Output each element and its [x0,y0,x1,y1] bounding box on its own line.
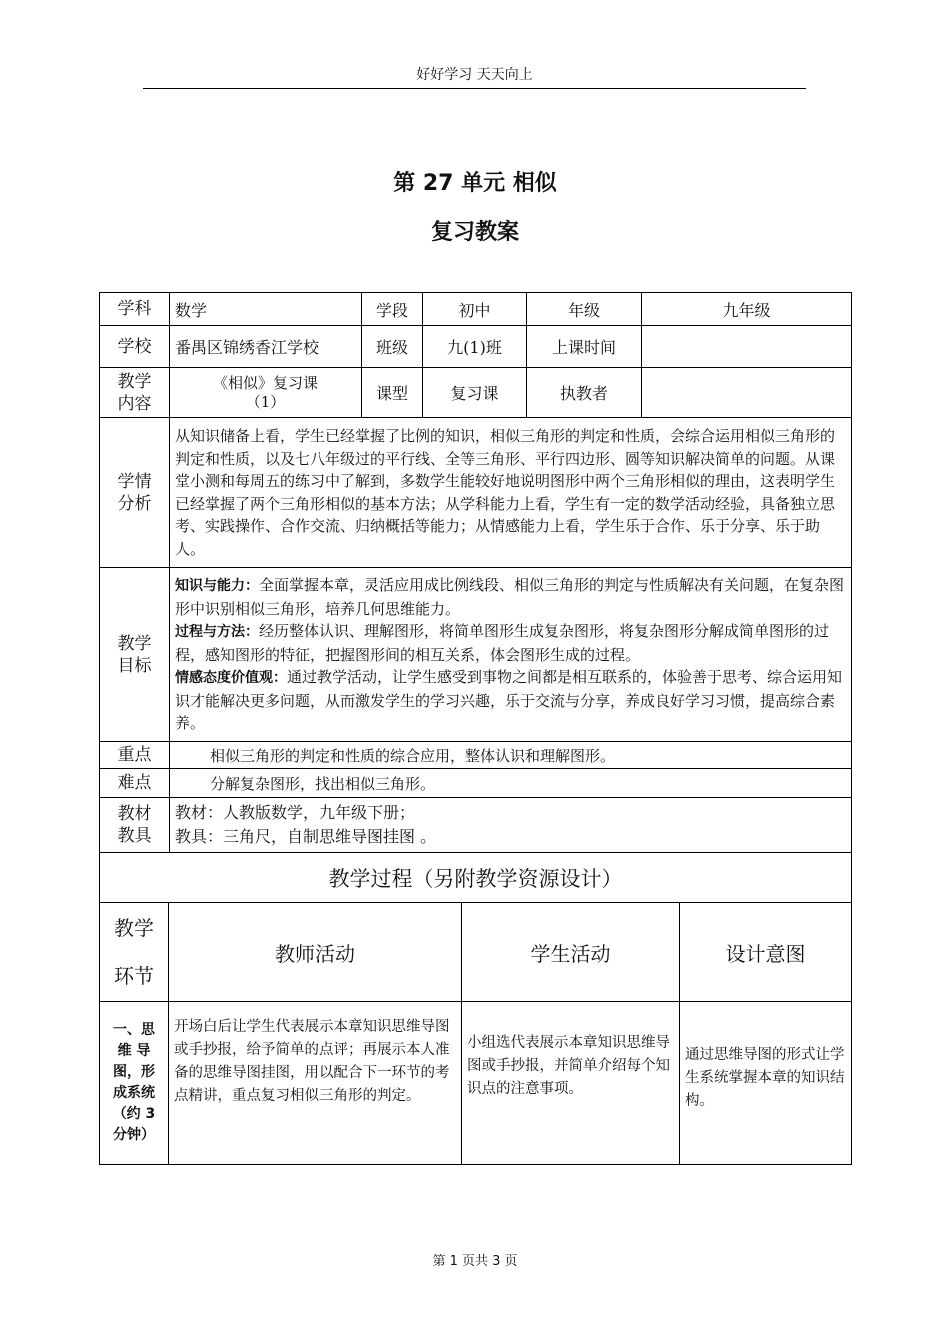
teacher-value [642,368,852,418]
goals-label-line-2: 目标 [117,655,152,676]
content-value-line-2: （1） [245,392,286,411]
time-label: 上课时间 [527,326,642,368]
process-header-row [100,903,852,1002]
col-stage-header [100,903,169,1002]
stage-line-4: 成系统 [113,1085,155,1101]
teacher-label: 执教者 [527,368,642,418]
subject-label: 学科 [100,293,170,326]
materials-line-2: 教具：三角尺，自制思维导图挂图 。 [175,827,437,846]
col-student-header: 学生活动 [462,903,680,1002]
process-table [99,852,852,1165]
type-label: 课型 [362,368,423,418]
header-rule [143,88,806,89]
goals-text [170,568,852,742]
process-title-row [100,853,852,903]
process-student: 小组选代表展示本章知识思维导图或手抄报，并简单介绍每个知识点的注意事项。 [462,1002,680,1165]
materials-label-line-2: 教具 [117,826,152,846]
analysis-label [100,418,170,568]
page-header: 好好学习 天天向上 [416,67,533,83]
process-teacher: 开场白后让学生代表展示本章知识思维导图或手抄报，给予简单的点评；再展示本人准备的思维导图挂图，用以配合下一环节的考点精讲，重点复习相似三角形的判定。 [169,1002,462,1165]
analysis-label-line-2: 分析 [117,493,152,514]
goal-attitude-head: 情感态度价值观： [175,670,287,687]
goal-attitude [175,666,846,735]
stage-line-5: （约 3 [112,1106,156,1122]
goals-label-line-1: 教学 [117,633,152,654]
key-row [100,742,852,769]
doc-title: 复习教案 [430,220,519,245]
unit-title: 第 27 单元 相似 [393,171,557,196]
stage-line-6: 分钟） [113,1127,155,1143]
goal-process [175,620,846,666]
process-stage [100,1002,169,1165]
materials-text [170,798,852,853]
info-row-subject [100,293,852,326]
materials-label [100,798,170,853]
col-intent-header: 设计意图 [680,903,852,1002]
info-row-school [100,326,852,368]
materials-label-line-1: 教材 [117,804,152,824]
process-row [100,1002,852,1165]
materials-line-1: 教材：人教版数学，九年级下册； [175,803,416,822]
key-text: 相似三角形的判定和性质的综合应用，整体认识和理解图形。 [170,742,852,769]
content-label-line-1: 教学 [117,371,152,392]
goal-knowledge-head: 知识与能力： [175,578,259,595]
goals-row [100,568,852,742]
grade-value: 九年级 [642,293,852,326]
analysis-text: 从知识储备上看，学生已经掌握了比例的知识，相似三角形的判定和性质，会综合运用相似三角形的判定和性质，以及七八年级过的平行线、全等三角形、平行四边形、圆等知识解决简单的问题。从课堂小测和每周五的练习中了解到，多数学生能较好地说明图形中两个三角形相似的理由，这表明学生已经掌握了两个三角形相似的基本方法；从学科能力上看，学生有一定的数学活动经验，具备独立思考、实践操作、合作交流、归纳概括等能力；从情感能力上看，学生乐于合作、乐于分享、乐于助人。 [170,418,852,568]
analysis-row [100,418,852,568]
goal-knowledge-text: 全面掌握本章，灵活应用成比例线段、相似三角形的判定与性质解决有关问题，在复杂图形中识别相似三角形，培养几何思维能力。 [175,576,845,618]
page-footer: 第 1 页共 3 页 [432,1254,518,1269]
difficult-label: 难点 [100,769,170,798]
school-value: 番禺区锦绣香江学校 [170,326,362,368]
subject-value: 数学 [170,293,362,326]
content-label-line-2: 内容 [117,393,152,414]
analysis-label-line-1: 学情 [117,471,152,492]
stage-line-2: 维 导 [117,1043,151,1059]
stage-line-1: 一、思 [113,1022,155,1038]
process-title: 教学过程（另附教学资源设计） [100,853,852,903]
type-value: 复习课 [423,368,527,418]
materials-row [100,798,852,853]
difficult-row [100,769,852,798]
school-label: 学校 [100,326,170,368]
stage-line-3: 图，形 [113,1064,155,1080]
key-label: 重点 [100,742,170,769]
info-row-content [100,368,852,418]
stage-value: 初中 [423,293,527,326]
goal-attitude-text: 通过教学活动，让学生感受到事物之间都是相互联系的，体验善于思考、综合运用知识才能解决更多问题，从而激发学生的学习兴趣，乐于交流与分享，养成良好学习习惯，提高综合素养。 [175,668,843,733]
col-teacher-header: 教师活动 [169,903,462,1002]
col-stage-line-2: 环节 [114,964,154,988]
grade-label: 年级 [527,293,642,326]
lesson-info-table [99,292,852,853]
goals-label [100,568,170,742]
class-label: 班级 [362,326,423,368]
content-value-line-1: 《相似》复习课 [212,373,318,392]
process-intent: 通过思维导图的形式让学生系统掌握本章的知识结构。 [680,1002,852,1165]
content-label [100,368,170,418]
content-value [170,368,362,418]
difficult-text: 分解复杂图形，找出相似三角形。 [170,769,852,798]
goal-process-text: 经历整体认识、理解图形，将简单图形生成复杂图形，将复杂图形分解成简单图形的过程，感知图形的特征，把握图形间的相互关系，体会图形生成的过程。 [175,622,830,664]
time-value [642,326,852,368]
class-value: 九(1)班 [423,326,527,368]
goal-process-head: 过程与方法： [175,624,259,641]
col-stage-line-1: 教学 [114,916,154,940]
stage-label: 学段 [362,293,423,326]
goal-knowledge [175,574,846,620]
